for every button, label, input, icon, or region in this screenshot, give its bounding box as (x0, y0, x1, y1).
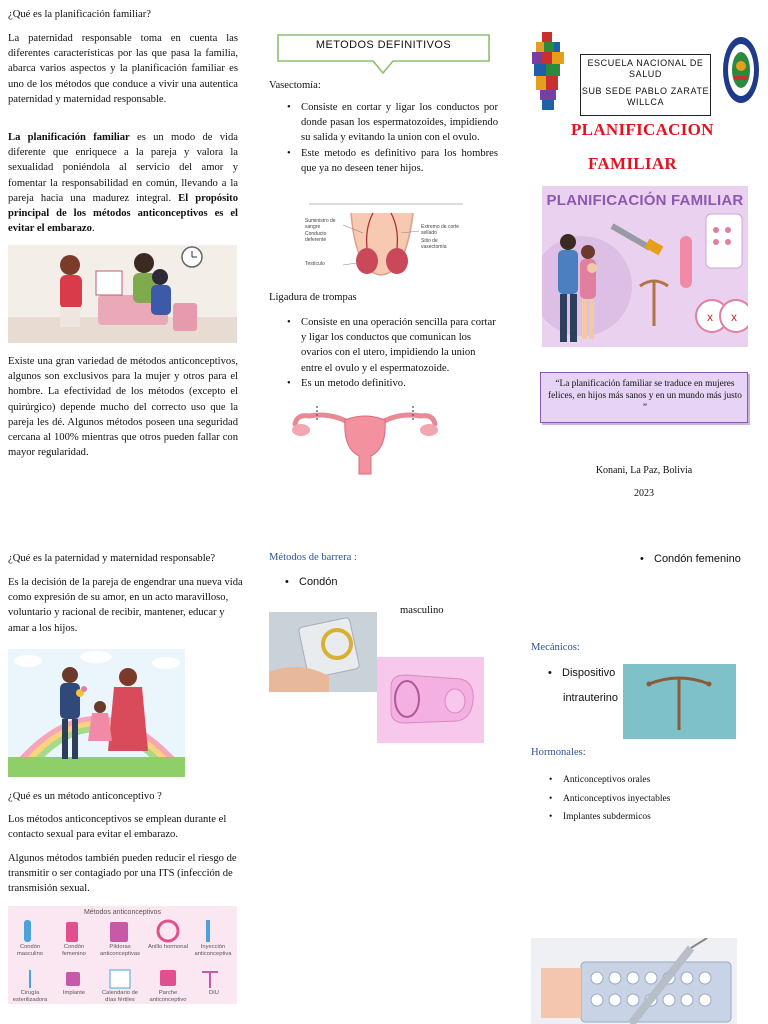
femenino-list (636, 552, 741, 567)
vasectomia-title: Vasectomía: (269, 80, 321, 91)
banner-label: METODOS DEFINITIVOS (315, 39, 452, 51)
metodos-infographic (8, 906, 237, 1004)
masculino-label: masculino (400, 605, 444, 616)
bold-phrase: La planificación familiar (8, 132, 130, 143)
ligadura-title: Ligadura de trompas (269, 292, 357, 303)
infographic-item: Inyección anticonceptiva (194, 944, 232, 957)
q-planificacion-heading: ¿Qué es la planificación familiar? (8, 9, 151, 20)
infographic-item: Calendario de días fértiles (101, 990, 139, 1003)
p-metodos-uso: Los métodos anticonceptivos se emplean durante el contacto sexual para evitar el embarazo. (8, 814, 227, 841)
barrera-heading: Métodos de barrera : (269, 552, 357, 563)
label-extremo: Extremo de corte sellado (421, 224, 460, 236)
p-planificacion-definicion: La planificación familiar es un modo de vida diferente que enriquece a la pareja y valora la sexualidad poniéndola al servicio del amor y fomentar la responsabilidad en común, llevando a la pareja hacia una madurez integral. El propósito principal de los métodos anticonceptivos es el evitar el embarazo. (8, 132, 238, 235)
pills-syringe-photo (531, 938, 737, 1024)
mecanicos-heading: Mecánicos: (531, 642, 580, 653)
location: Konani, La Paz, Bolivia (595, 465, 693, 476)
school-name-box (580, 54, 711, 116)
p-decision-pareja: Es la decisión de la pareja de engendrar una nueva vida como expresión de su amor, en un acto maravilloso, voluntario y racional de recibir, mantener, educar y amar a los hijos. (8, 577, 243, 634)
consultation-illustration (8, 245, 237, 343)
institution-seal (722, 36, 760, 104)
mecanicos-list (544, 666, 615, 681)
p-paternidad-responsable: La paternidad responsable toma en cuenta las diferentes características por las que pasa la familia, abarca varios aspectos y la planificación familiar es uno de los métodos que conduce a vivir una autentica paternidad y maternidad responsable. (8, 33, 238, 105)
label-sitio: Sitio de vasectomía (421, 238, 447, 250)
hormonales-heading: Hormonales: (531, 747, 586, 758)
list-item-condon-femenino: • Condón femenino (636, 552, 741, 567)
family-illustration (8, 649, 185, 777)
barrera-list (281, 575, 338, 590)
tubal-ligation-diagram (287, 402, 443, 478)
quote-box (540, 372, 748, 423)
school-line-1: ESCUELA NACIONAL DE SALUD (587, 58, 704, 79)
infographic-item: Condón femenino (62, 944, 86, 957)
infographic-item: Píldoras anticonceptivas (100, 944, 140, 957)
list-item-condon: • Condón (281, 575, 338, 590)
svg-text:x: x (731, 310, 737, 324)
q-paternidad-heading: ¿Qué es la paternidad y maternidad responsable? (8, 553, 216, 564)
infographic-item: Implante (62, 990, 86, 996)
body-text: es un modo de vida diferente que enriquece a la pareja y valora la sexualidad poniéndola al servicio del amor y fomentar la responsabilidad en común, llevando a la pareja hacia una madurez integral. (8, 132, 238, 204)
svg-text:x: x (707, 310, 713, 324)
metodos-definitivos-banner (277, 34, 490, 74)
planificacion-poster (542, 186, 748, 347)
vasectomy-diagram (301, 203, 463, 281)
infographic-item: Parche anticonceptivo (149, 990, 187, 1003)
list-item: • Este metodo es definitivo para los hombres que ya no deseen tener hijos. (283, 146, 498, 176)
label-conducto: Conducto deferente (305, 231, 327, 243)
p-reducir-riesgo: Algunos métodos también pueden reducir el riesgo de transmitir o ser contagiado por una ITS (infección de transmisión sexual. (8, 853, 237, 895)
q-metodo-heading: ¿Qué es un método anticonceptivo ? (8, 791, 162, 802)
main-title-line-2: FAMILIAR (588, 154, 677, 173)
mosaic-logo (530, 32, 566, 112)
list-item: • Es un metodo definitivo. (283, 376, 498, 391)
label-suministro: Suministro de sangre (305, 218, 336, 230)
hormonales-list (545, 771, 670, 827)
year: 2023 (634, 488, 654, 499)
infographic-title: Métodos anticonceptivos (83, 909, 162, 916)
bold-proposito: El propósito principal de los métodos anticonceptivos es el evitar el embarazo (8, 192, 238, 235)
condon-femenino-illustration (377, 657, 484, 743)
infographic-item: Condón masculino (16, 944, 44, 957)
diu-line-2: intrauterino (563, 692, 619, 704)
list-item: • Implantes subdermicos (545, 808, 670, 827)
school-line-2: SUB SEDE PABLO ZARATE WILLCA (581, 86, 710, 107)
poster-title: PLANIFICACIÓN FAMILIAR (546, 192, 744, 209)
list-item: • Anticonceptivos inyectables (545, 790, 670, 809)
quote-text: “La planificación familiar se traduce en mujeres felices, en hijos más sanos y en un mundo más justo ” (548, 379, 742, 413)
infographic-item: Cirugía esterilizadora (12, 990, 48, 1003)
list-item-diu: • Dispositivo (544, 666, 615, 681)
ligadura-list (283, 315, 498, 391)
list-item: • Anticonceptivos orales (545, 771, 670, 790)
infographic-item: DIU (209, 990, 219, 996)
diu-photo (623, 664, 736, 739)
vasectomia-list (283, 100, 498, 176)
infographic-item: Anillo hormonal (148, 944, 188, 950)
list-item: • Consiste en cortar y ligar los conductos por donde pasan los espermatozoides, impidiendo su salida y evitando la union con el ovulo. (283, 100, 498, 146)
list-item: • Consiste en una operación sencilla para cortar y ligar los conductos que comunican los ovarios con el utero, impidiendo la union entre el ovulo y el espermatozoide. (283, 315, 498, 376)
main-title-line-1: PLANIFICACION (571, 120, 714, 139)
p-variedad-metodos: Existe una gran variedad de métodos anticonceptivos, algunos son exclusivos para la mujer y otros para el hombre. La efectividad de los métodos (excepto el quirúrgico) depende mucho del correcto uso que la pareja les dé. Algunos métodos poseen una seguridad cercana al 100% mientras que otros pueden fallar con mayor regularidad. (8, 356, 238, 459)
condon-masculino-photo (269, 612, 377, 692)
label-testiculo: Testículo (305, 261, 325, 267)
